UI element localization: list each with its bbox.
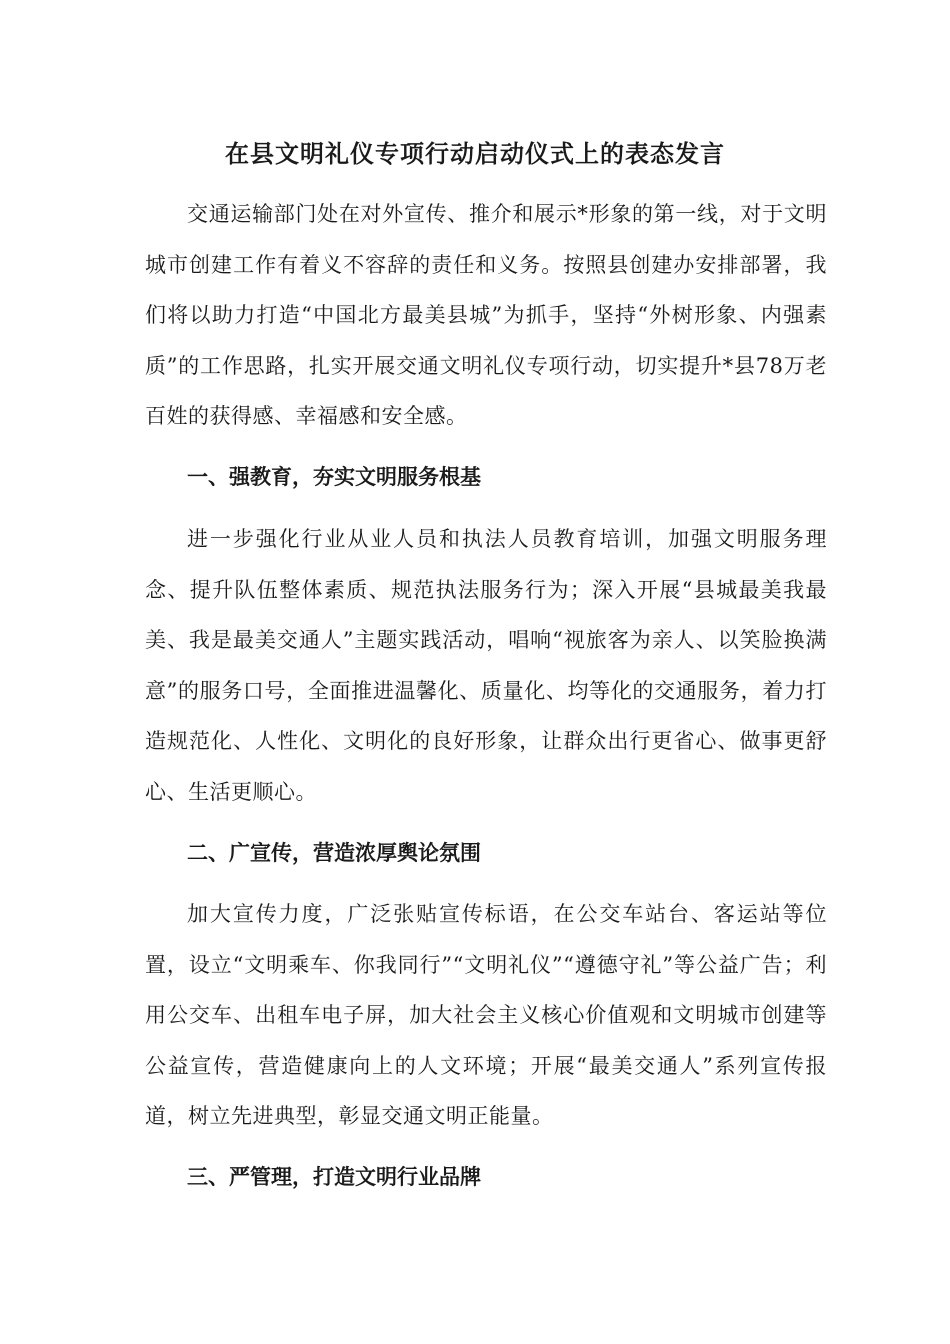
section-3-heading: 三、严管理，打造文明行业品牌	[187, 1165, 481, 1189]
section-2-heading: 二、广宣传，营造浓厚舆论氛围	[187, 841, 481, 865]
section-1-heading: 一、强教育，夯实文明服务根基	[187, 465, 481, 489]
document-title: 在县文明礼仪专项行动启动仪式上的表态发言	[225, 140, 725, 168]
intro-paragraph: 交通运输部门处在对外宣传、推介和展示*形象的第一线，对于文明城市创建工作有着义不容辞的责任和义务。按照县创建办安排部署，我们将以助力打造“中国北方最美县城”为抓手，坚持“外树形象、内强素质”的工作思路，扎实开展交通文明礼仪专项行动，切实提升*县78万老百姓的获得感、幸福感和安全感。	[145, 202, 827, 428]
section-2-body: 加大宣传力度，广泛张贴宣传标语，在公交车站台、客运站等位置，设立“文明乘车、你我同行”“文明礼仪”“遵德守礼”等公益广告；利用公交车、出租车电子屏，加大社会主义核心价值观和文明城市创建等公益宣传，营造健康向上的人文环境；开展“最美交通人”系列宣传报道，树立先进典型，彰显交通文明正能量。	[145, 902, 827, 1128]
section-1-body: 进一步强化行业从业人员和执法人员教育培训，加强文明服务理念、提升队伍整体素质、规范执法服务行为；深入开展“县城最美我最美、我是最美交通人”主题实践活动，唱响“视旅客为亲人、以笑脸换满意”的服务口号，全面推进温馨化、质量化、均等化的交通服务，着力打造规范化、人性化、文明化的良好形象，让群众出行更省心、做事更舒心、生活更顺心。	[145, 527, 827, 804]
